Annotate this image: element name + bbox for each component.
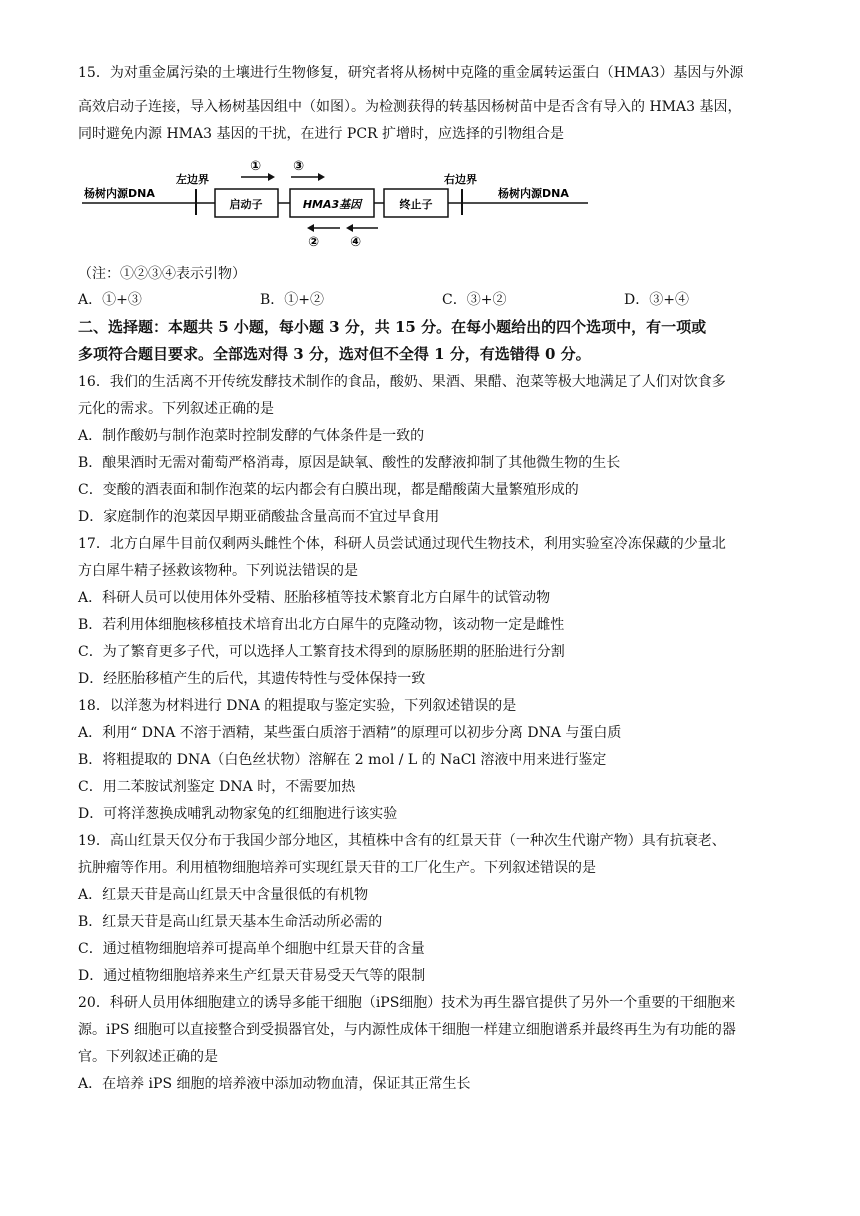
q19-option-a: A．红景天苷是高山红景天中含量很低的有机物	[78, 887, 369, 903]
transgene-diagram	[78, 153, 598, 253]
q15-option-a: A．①+③	[78, 292, 142, 308]
q18-option-a: A．利用“ DNA 不溶于酒精，某些蛋白质溶于酒精”的原理可以初步分离 DNA 与蛋白质	[78, 725, 622, 741]
left-border-label: 左边界	[176, 173, 209, 186]
q19-option-c: C．通过植物细胞培养可提高单个细胞中红景天苷的含量	[78, 941, 425, 957]
section-2-heading-line-1: 二、选择题：本题共 5 小题，每小题 3 分，共 15 分。在每小题给出的四个选项中，有一项或	[78, 318, 707, 336]
q15-option-b: B．①+②	[260, 292, 325, 308]
q18-option-d: D．可将洋葱换成哺乳动物家兔的红细胞进行该实验	[78, 806, 398, 822]
primer-2-label: ②	[308, 235, 320, 250]
primer-4-arrowhead	[346, 224, 353, 232]
primer-1-label: ①	[250, 159, 262, 174]
q17-stem-line-2: 方白犀牛精子拯救该物种。下列说法错误的是	[78, 563, 358, 579]
q17-stem-line-1: 17．北方白犀牛目前仅剩两头雌性个体，科研人员尝试通过现代生物技术，利用实验室冷冻保藏的少量北	[78, 536, 726, 552]
section-2-heading-line-2: 多项符合题目要求。全部选对得 3 分，选对但不全得 1 分，有选错得 0 分。	[78, 345, 591, 363]
q16-option-b: B．酿果酒时无需对葡萄严格消毒，原因是缺氧、酸性的发酵液抑制了其他微生物的生长	[78, 455, 621, 471]
q17-option-b: B．若利用体细胞核移植技术培育出北方白犀牛的克隆动物，该动物一定是雌性	[78, 617, 565, 633]
q16-option-d: D．家庭制作的泡菜因早期亚硝酸盐含量高而不宜过早食用	[78, 509, 440, 525]
q20-stem-line-1: 20．科研人员用体细胞建立的诱导多能干细胞（iPS细胞）技术为再生器官提供了另外一个重要的干细胞来	[78, 995, 736, 1011]
q19-option-b: B．红景天苷是高山红景天基本生命活动所必需的	[78, 914, 383, 930]
primer-2-arrowhead	[307, 224, 314, 232]
q19-stem-line-1: 19．高山红景天仅分布于我国少部分地区，其植株中含有的红景天苷（一种次生代谢产物）具有抗衰老、	[78, 833, 726, 849]
q18-option-c: C．用二苯胺试剂鉴定 DNA 时，不需要加热	[78, 779, 356, 795]
promoter-label: 启动子	[229, 198, 263, 211]
q19-option-d: D．通过植物细胞培养来生产红景天苷易受天气等的限制	[78, 968, 426, 984]
q18-option-b: B．将粗提取的 DNA（白色丝状物）溶解在 2 mol / L 的 NaCl 溶液中用来进行鉴定	[78, 752, 607, 768]
q17-option-c: C．为了繁育更多子代，可以选择人工繁育技术得到的原肠胚期的胚胎进行分割	[78, 644, 565, 660]
q20-stem-line-3: 官。下列叙述正确的是	[78, 1049, 218, 1065]
primer-3-arrowhead	[318, 173, 325, 181]
right-border-label: 右边界	[444, 173, 477, 186]
primer-4-label: ④	[350, 235, 362, 250]
left-dna-label: 杨树内源DNA	[84, 187, 155, 200]
q16-stem-line-2: 元化的需求。下列叙述正确的是	[78, 401, 274, 417]
q19-stem-line-2: 抗肿瘤等作用。利用植物细胞培养可实现红景天苷的工厂化生产。下列叙述错误的是	[78, 860, 596, 876]
q16-stem-line-1: 16．我们的生活离不开传统发酵技术制作的食品，酸奶、果酒、果醋、泡菜等极大地满足了人们对饮食多	[78, 374, 726, 390]
gene-label: HMA3基因	[302, 198, 362, 211]
q17-option-d: D．经胚胎移植产生的后代，其遗传特性与受体保持一致	[78, 671, 426, 687]
q15-stem-line-1: 15．为对重金属污染的土壤进行生物修复，研究者将从杨树中克隆的重金属转运蛋白（HMA3）基因与外源	[78, 65, 744, 81]
primer-3-label: ③	[293, 159, 305, 174]
terminator-label: 终止子	[399, 198, 433, 211]
right-dna-label: 杨树内源DNA	[498, 187, 569, 200]
q15-note: （注：①②③④表示引物）	[78, 266, 246, 282]
q16-option-a: A．制作酸奶与制作泡菜时控制发酵的气体条件是一致的	[78, 428, 425, 444]
q20-option-a: A．在培养 iPS 细胞的培养液中添加动物血清，保证其正常生长	[78, 1076, 471, 1092]
q16-option-c: C．变酸的酒表面和制作泡菜的坛内都会有白膜出现，都是醋酸菌大量繁殖形成的	[78, 482, 579, 498]
q20-stem-line-2: 源。iPS 细胞可以直接整合到受损器官处，与内源性成体干细胞一样建立细胞谱系并最终再生为有功能的器	[78, 1022, 736, 1038]
q15-option-d: D．③+④	[624, 292, 689, 308]
q15-stem-line-2: 高效启动子连接，导入杨树基因组中（如图）。为检测获得的转基因杨树苗中是否含有导入的 HMA3 基因，	[78, 99, 742, 115]
q17-option-a: A．科研人员可以使用体外受精、胚胎移植等技术繁育北方白犀牛的试管动物	[78, 590, 551, 606]
q18-stem: 18．以洋葱为材料进行 DNA 的粗提取与鉴定实验，下列叙述错误的是	[78, 698, 517, 714]
primer-1-arrowhead	[268, 173, 275, 181]
q15-option-c: C．③+②	[442, 292, 507, 308]
q15-stem-line-3: 同时避免内源 HMA3 基因的干扰，在进行 PCR 扩增时，应选择的引物组合是	[78, 126, 565, 142]
